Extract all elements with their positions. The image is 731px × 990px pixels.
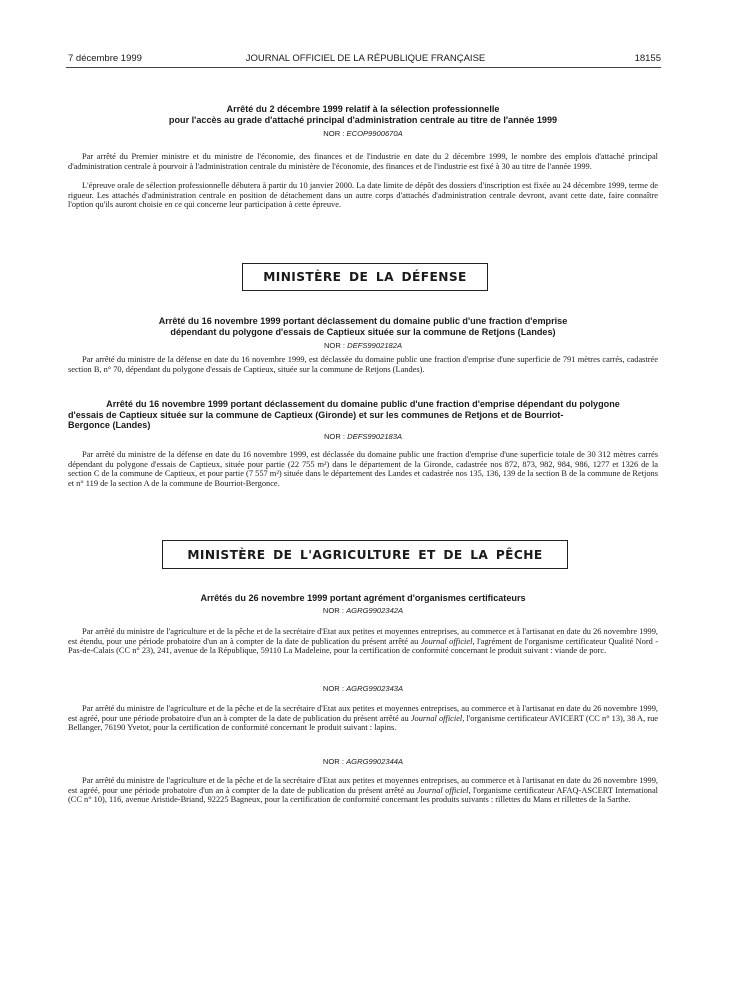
journal-officiel-italic: Journal officiel [416,785,469,795]
paragraph-text: Par arrêté du ministre de l'agriculture et de la pêche et de la secrétaire d'Etat aux petites et moyennes entreprises, au commerce et à l'artisanat en date du 26 novembre 1999, est agréé, pour une période probatoire d'un an à compter de la date de publication du présent arrêté au [68,776,658,795]
nor-reference [68,684,658,693]
nor-label: NOR : [322,606,344,615]
arrete-title-line: Arrêté du 2 décembre 1999 relatif à la sélection professionnelle [226,104,500,114]
arrete-title-line: dépendant du polygone d'essais de Captieux située sur la commune de Retjons (Landes) [170,326,556,337]
paragraph-text: , l'agrément de l'organisme certificateur Qualité Nord - Pas-de-Calais (CC n° 23), 241, avenue de la République, 59110 La Madeleine, pour la certification de conformité concernant le produit suivant : viande de porc. [68,636,658,656]
arretes-title: Arrêtés du 26 novembre 1999 portant agrément d'organismes certificateurs [200,593,526,603]
arrete-title-line: Arrêté du 16 novembre 1999 portant déclassement du domaine public d'une fraction d'emprise dépendant du polygone [106,399,620,409]
paragraph-text: , l'organisme certificateur AFAQ-ASCERT International (CC n° 10), 116, avenue Aristide-Briand, 92225 Bagneux, pour la certification de conformité concernant les produits suivants : rillettes du Mans et rillettes de la Sarthe. [68,785,658,805]
arrete-paragraph [68,627,658,656]
ministry-heading-box [162,540,568,569]
header-journal-title: JOURNAL OFFICIEL DE LA RÉPUBLIQUE FRANÇAISE [245,53,486,64]
ministry-heading: MINISTÈRE DE L'AGRICULTURE ET DE LA PÊCHE [187,547,543,562]
arrete-title-line: Bergonce (Landes) [68,420,151,430]
arrete-title [68,316,658,337]
paragraph-text: , l'organisme certificateur AVICERT (CC n° 13), 38 A, rue Bellanger, 76190 Yvetot, pour la certification de conformité concernant le produit suivant : lapins. [68,713,659,733]
arrete-title [68,399,658,431]
nor-reference [68,341,658,350]
header-page-number: 18155 [634,53,661,64]
nor-label: NOR : [323,432,346,441]
paragraph-text: Par arrêté du ministre de l'agriculture et de la pêche et de la secrétaire d'Etat aux petites et moyennes entreprises, au commerce et à l'artisanat en date du 26 novembre 1999, est étendu, pour une période probatoire d'un an à compter de la date de publication du présent arrêté au [68,627,658,646]
nor-label: NOR : [323,341,346,350]
arrete-title-line: d'essais de Captieux située sur la commune de Captieux (Gironde) et sur les communes de Retjons et de Bourriot- [68,409,564,420]
nor-code: AGRG9902342A [346,606,404,615]
nor-reference [68,606,658,615]
arrete-paragraph [68,704,658,733]
nor-label: NOR : [323,129,345,138]
header-rule [66,67,661,68]
nor-label: NOR : [322,757,344,766]
arrete-title-line: pour l'accès au grade d'attaché principal d'administration centrale au titre de l'année 1999 [168,114,558,125]
paragraph-text: Par arrêté du ministre de l'agriculture et de la pêche et de la secrétaire d'Etat aux petites et moyennes entreprises, au commerce et à l'artisanat en date du 26 novembre 1999, est agréé, pour une période probatoire d'un an à compter de la date de publication du présent arrêté au [68,704,658,723]
journal-officiel-italic: Journal officiel [410,713,463,723]
nor-label: NOR : [322,684,344,693]
arrete-paragraph [68,776,658,805]
arrete-title [68,104,658,125]
arrete-title-line: Arrêté du 16 novembre 1999 portant déclassement du domaine public d'une fraction d'emprise [158,316,568,326]
nor-code: AGRG9902344A [346,757,404,766]
nor-reference [68,129,658,138]
journal-officiel-italic: Journal officiel [420,636,473,646]
nor-reference [68,432,658,441]
nor-code: DEFS9902182A [347,341,403,350]
ministry-heading-box [242,263,488,291]
arrete-paragraph: Par arrêté du ministre de la défense en date du 16 novembre 1999, est déclassée du domaine public une fraction d'emprise d'une superficie de 791 mètres carrés, cadastrée section B, n° 70, dépendant du polygone d'essais de Captieux, située sur la commune de Retjons (Landes). [68,355,658,374]
arrete-paragraph: L'épreuve orale de sélection professionnelle débutera à partir du 10 janvier 2000. La date limite de dépôt des dossiers d'inscription est fixée au 24 décembre 1999, terme de rigueur. Les attachés d'administration centrale en position de détachement dans un autre corps d'attachés d'administration centrale devront, avant cette date, faire connaître l'option qu'ils auront choisie en ce qui concerne leur participation à cette épreuve. [68,181,658,210]
nor-code: DEFS9902183A [347,432,403,441]
arrete-paragraph: Par arrêté du Premier ministre et du ministre de l'économie, des finances et de l'industrie en date du 2 décembre 1999, le nombre des emplois d'attaché principal d'administration centrale à pourvoir à l'administration centrale du ministère de l'économie, des finances et de l'industrie est fixé à 30 au titre de l'année 1999. [68,152,658,171]
header-date: 7 décembre 1999 [68,53,142,64]
nor-code: AGRG9902343A [346,684,404,693]
ministry-heading: MINISTÈRE DE LA DÉFENSE [263,270,467,284]
nor-reference [68,757,658,766]
arrete-paragraph: Par arrêté du ministre de la défense en date du 16 novembre 1999, est déclassée du domaine public une fraction d'emprise d'une superficie totale de 30 312 mètres carrés dépendant du polygone d'essais de Captieux, située pour partie (22 755 m²) dans le département de la Gironde, cadastrée nos 872, 873, 982, 984, 986, 1277 et 1326 de la section C de la commune de Captieux, et pour partie (7 557 m²) située dans le département des Landes et cadastrée nos 135, 136, 139 de la section B de la commune de Retjons et n° 119 de la section A de la commune de Bourriot-Bergonce. [68,450,658,488]
nor-code: ECOP9900670A [346,129,403,138]
